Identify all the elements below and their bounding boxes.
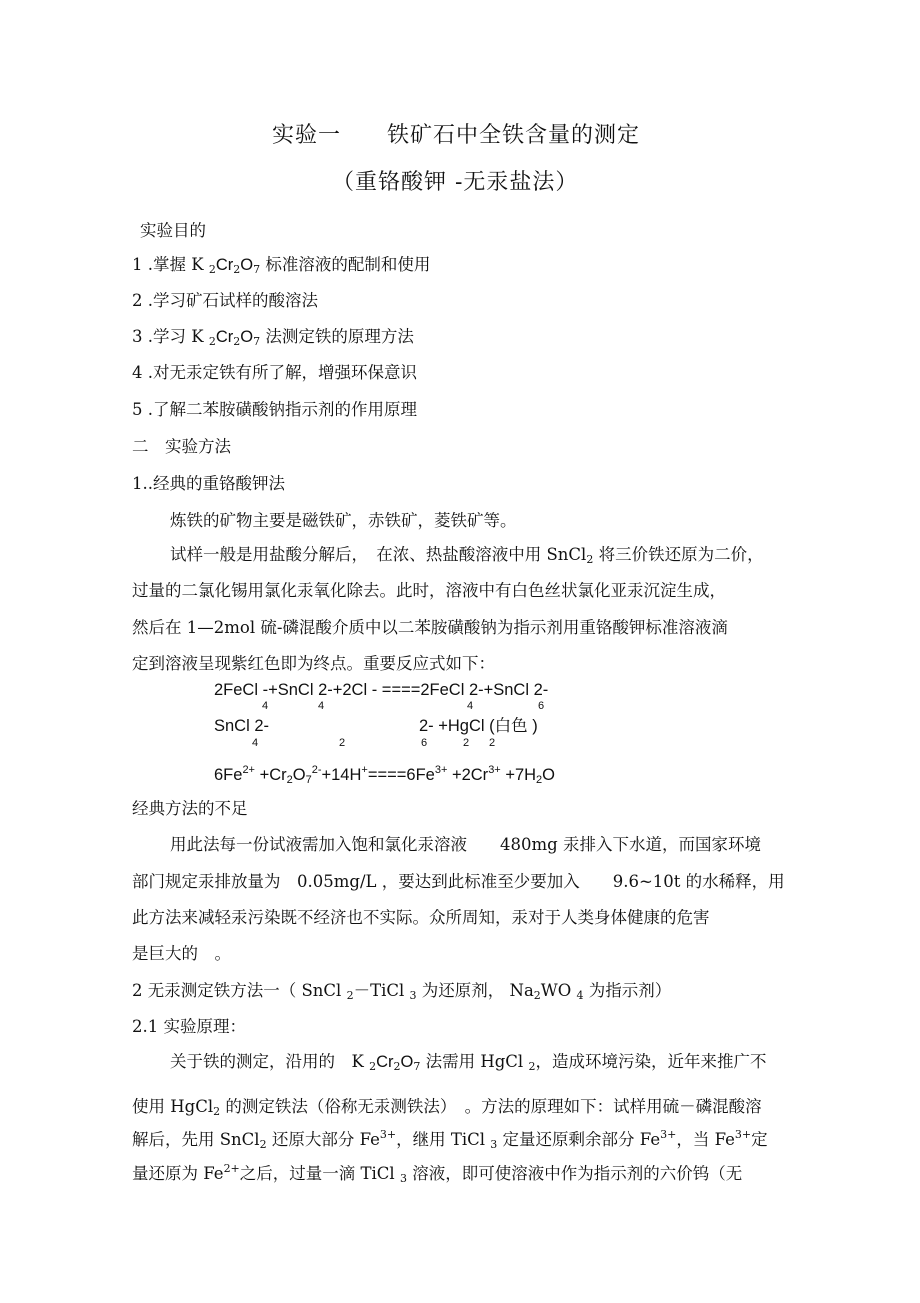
paragraph-ore: 炼铁的矿物主要是磁铁矿，赤铁矿，菱铁矿等。 (170, 511, 517, 530)
aim-4: 4 .对无汞定铁有所了解，增强环保意识 (132, 363, 417, 382)
equation-2-index: 2 (339, 737, 346, 749)
equation-2-index: 6 (421, 737, 428, 749)
paragraph-procedure-line-3: 然后在 1—2mol 硫-磷混酸介质中以二苯胺磺酸钠为指示剂用重铬酸钾标准溶液滴 (132, 618, 728, 637)
paragraph-principle-line-4: 量还原为 $Fe^{2+}$之后，过量一滴 TiCl 3 溶液，即可使溶液中作为指示剂的六价钨（无 (132, 1162, 743, 1185)
section-heading-aims: 实验目的 (140, 221, 206, 240)
equation-2-index: 4 (252, 737, 259, 749)
paragraph-procedure-line-4: 定到溶液呈现紫红色即为终点。重要反应式如下： (132, 654, 495, 673)
aim-5: 5 .了解二苯胺磺酸钠指示剂的作用原理 (132, 400, 417, 419)
aim-1: 1 .掌握 K 2Cr2O7 标准溶液的配制和使用 (132, 255, 431, 276)
section-heading-shortcomings: 经典方法的不足 (132, 799, 248, 818)
equation-2-index: 2 (463, 737, 470, 749)
page-title: 实验一 铁矿石中全铁含量的测定 (272, 123, 641, 148)
equation-1: 2FeCl -+SnCl 2-+2Cl - ====2FeCl 2-+SnCl 2- (214, 681, 549, 699)
equation-3: $6Fe^{2+} +Cr2O7^{2-}+14H^+====6Fe^{3+} +2Cr^{3+} +7H2O$ (214, 764, 556, 786)
equation-1-index: 6 (538, 700, 545, 712)
method-1-heading: 1..经典的重铬酸钾法 (132, 474, 285, 493)
paragraph-mercury-line-2: 部门规定汞排放量为 0.05mg/L ，要达到此标准至少要加入 9.6~10t 的水稀释，用 (132, 872, 785, 891)
paragraph-mercury-line-3: 此方法来减轻汞污染既不经济也不实际。众所周知，汞对于人类身体健康的危害 (132, 908, 710, 927)
page-subtitle: （重铬酸钾 -无汞盐法） (332, 170, 579, 195)
aim-2: 2 .学习矿石试样的酸溶法 (132, 291, 318, 310)
method-2-1-heading: 2.1 实验原理： (132, 1017, 246, 1036)
paragraph-principle-line-2: 使用 HgCl2 的测定铁法（俗称无汞测铁法） 。方法的原理如下：试样用硫－磷混酸溶 (132, 1097, 762, 1118)
equation-1-index: 4 (467, 700, 474, 712)
paragraph-procedure-line-2: 过量的二氯化锡用氯化汞氧化除去。此时，溶液中有白色丝状氯化亚汞沉淀生成， (132, 581, 726, 600)
paragraph-mercury-line-4: 是巨大的 。 (132, 944, 231, 963)
aim-3: 3 .学习 K 2Cr2O7 法测定铁的原理方法 (132, 327, 414, 348)
equation-1-index: 4 (318, 700, 325, 712)
section-heading-method: 二 实验方法 (132, 437, 231, 456)
paragraph-mercury-line-1: 用此法每一份试液需加入饱和氯化汞溶液 480mg 汞排入下水道，而国家环境 (170, 835, 761, 854)
paragraph-principle-line-3: 解后，先用 SnCl2 还原大部分 $Fe^{3+}$，继用 TiCl 3 定量还原剩余部分 $Fe^{3+}$，当 $Fe^{3+}$定 (132, 1128, 768, 1151)
equation-1-index: 4 (262, 700, 269, 712)
method-2-heading: 2 无汞测定铁方法一（ SnCl 2－TiCl 3 为还原剂， Na2WO 4 为指示剂） (132, 981, 672, 1002)
equation-2-index: 2 (489, 737, 496, 749)
equation-2-left: SnCl 2- (214, 717, 270, 735)
paragraph-procedure-line-1: 试样一般是用盐酸分解后， 在浓、热盐酸溶液中用 SnCl2 将三价铁还原为二价， (170, 545, 764, 566)
equation-2-right: 2- +HgCl (白色 ) (419, 717, 538, 735)
paragraph-principle-line-1: 关于铁的测定，沿用的 K 2Cr2O7 法需用 HgCl 2，造成环境污染，近年来推广不 (170, 1052, 767, 1073)
